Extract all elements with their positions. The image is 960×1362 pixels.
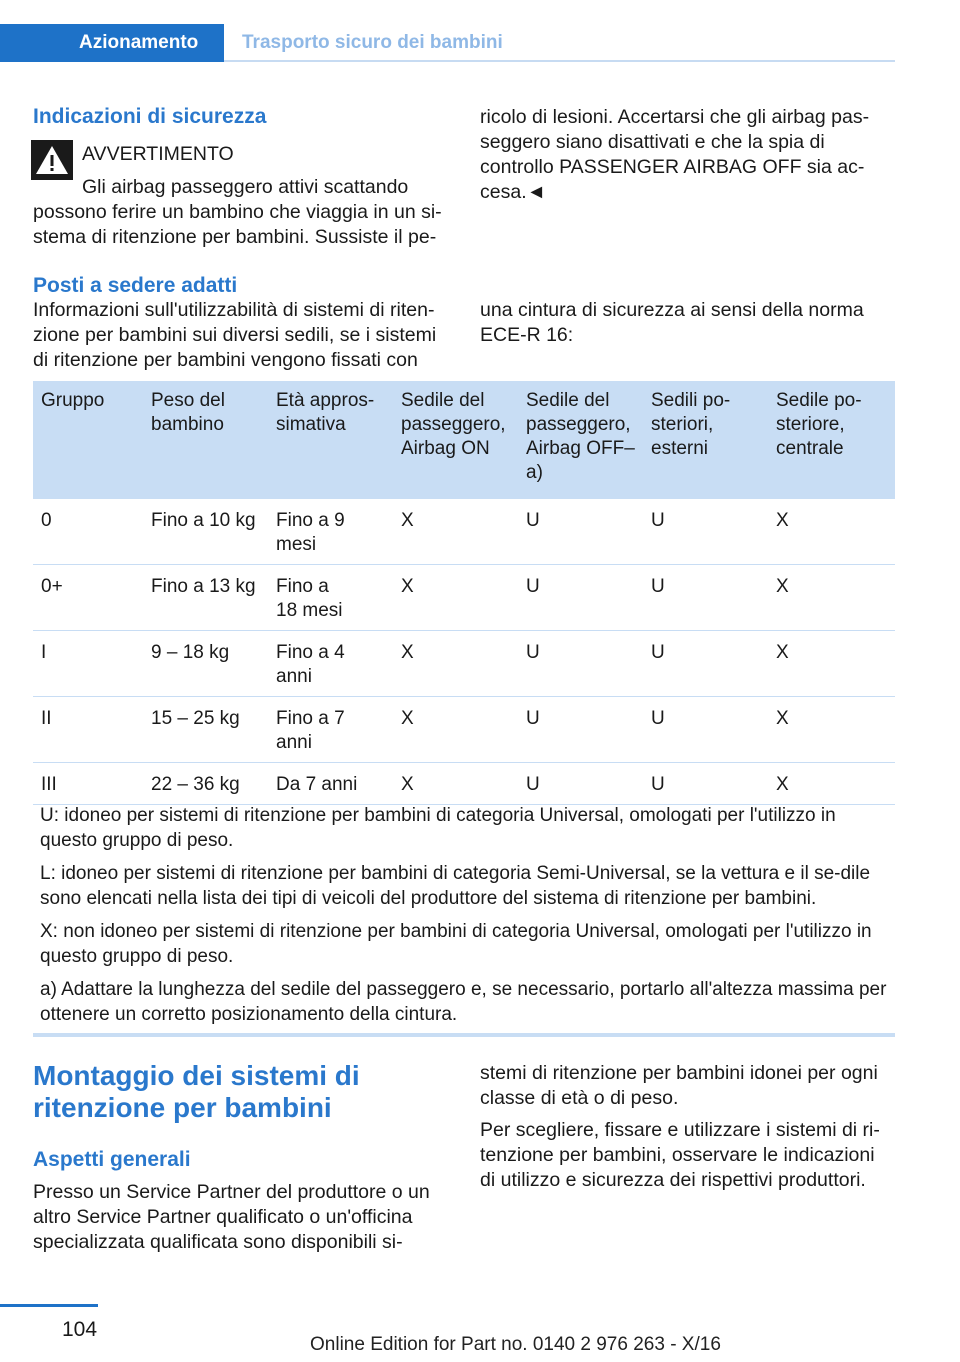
table-cell: X xyxy=(393,697,518,763)
tab-azionamento[interactable]: Azionamento xyxy=(0,24,224,62)
table-cell: III xyxy=(33,763,143,805)
table-cell: II xyxy=(33,697,143,763)
header-airbag-on: Sedile del passeggero, Airbag ON xyxy=(393,381,518,499)
note-u: U: idoneo per sistemi di ritenzione per bambini di categoria Universal, omologati per l'utilizzo in questo gruppo di peso. xyxy=(40,805,836,851)
mounting-subheading: Aspetti generali xyxy=(33,1148,191,1171)
footer-accent-line xyxy=(0,1304,98,1307)
table-cell: Fino a 4 anni xyxy=(268,631,393,697)
table-row xyxy=(33,631,895,697)
header-gruppo: Gruppo xyxy=(33,381,143,499)
note-x: X: non idoneo per sistemi di ritenzione per bambini di categoria Universal, omologati per l'utilizzo in questo gruppo di peso. xyxy=(40,921,872,967)
header-airbag-off: Sedile del passeggero, Airbag OFF– a) xyxy=(518,381,643,499)
table-cell: X xyxy=(393,565,518,631)
note-l: L: idoneo per sistemi di ritenzione per bambini di categoria Semi-Universal, se la vettura e il se-dile sono elencati nella lista dei tipi di veicoli del produttore del sistema di ritenzione per bambini. xyxy=(40,863,871,909)
seat-suitability-table xyxy=(33,381,895,805)
page-number: 104 xyxy=(62,1318,98,1341)
table-cell: X xyxy=(393,631,518,697)
table-cell: 9 – 18 kg xyxy=(143,631,268,697)
safety-text-left: Gli airbag passeggero attivi scattando possono ferire un bambino che viaggia in un si-stema di ritenzione per bambini. Sussiste il pe- xyxy=(33,176,442,248)
table-cell: U xyxy=(643,763,768,805)
table-cell: X xyxy=(393,499,518,565)
table-cell: X xyxy=(768,631,895,697)
header-posteriore-centrale: Sedile po-steriore, centrale xyxy=(768,381,895,499)
table-cell: X xyxy=(768,499,895,565)
table-header-row xyxy=(33,381,895,499)
mounting-text-right-1: stemi di ritenzione per bambini idonei per ogni classe di età o di peso. xyxy=(480,1062,878,1109)
table-cell: U xyxy=(643,631,768,697)
seats-text-right: una cintura di sicurezza ai sensi della norma ECE-R 16: xyxy=(480,299,864,346)
header-posteriori-esterni: Sedili po-steriori, esterni xyxy=(643,381,768,499)
mounting-text-left: Presso un Service Partner del produttore o un altro Service Partner qualificato o un'officina specializzata qualificata sono disponibili si- xyxy=(33,1181,430,1253)
table-notes xyxy=(33,803,895,1035)
table-cell: Fino a 7 anni xyxy=(268,697,393,763)
table-cell: Fino a 18 mesi xyxy=(268,565,393,631)
table-cell: U xyxy=(518,565,643,631)
warning-triangle-icon xyxy=(31,140,73,180)
table-cell: I xyxy=(33,631,143,697)
table-cell: X xyxy=(768,763,895,805)
mounting-title: Montaggio dei sistemi di ritenzione per bambini xyxy=(33,1060,360,1123)
seats-heading: Posti a sedere adatti xyxy=(33,274,238,297)
table-cell: U xyxy=(518,697,643,763)
table-cell: U xyxy=(518,499,643,565)
note-a: a) Adattare la lunghezza del sedile del passeggero e, se necessario, portarlo all'altezza massima per ottenere un corretto posizionamento della cintura. xyxy=(40,979,887,1025)
table-cell: Fino a 13 kg xyxy=(143,565,268,631)
table-bottom-rule xyxy=(33,1033,895,1037)
table-cell: U xyxy=(518,631,643,697)
table-cell: U xyxy=(643,499,768,565)
table-row xyxy=(33,565,895,631)
mounting-text-right-2: Per scegliere, fissare e utilizzare i sistemi di ri-tenzione per bambini, osservare le indicazioni di utilizzo e sicurezza dei rispettivi produttori. xyxy=(480,1119,880,1191)
table-cell: 22 – 36 kg xyxy=(143,763,268,805)
tab-trasporto-sicuro[interactable]: Trasporto sicuro dei bambini xyxy=(242,32,503,53)
edition-text: Online Edition for Part no. 0140 2 976 263 - X/16 xyxy=(310,1334,721,1355)
table-cell: 0 xyxy=(33,499,143,565)
table-cell: U xyxy=(643,565,768,631)
seats-text-left: Informazioni sull'utilizzabilità di sistemi di riten-zione per bambini sui diversi sedili, se i sistemi di ritenzione per bambini vengono fissati con xyxy=(33,299,437,371)
header-eta: Età appros-simativa xyxy=(268,381,393,499)
chapter-header xyxy=(0,24,895,62)
table-cell: U xyxy=(643,697,768,763)
table-cell: X xyxy=(393,763,518,805)
table-cell: 15 – 25 kg xyxy=(143,697,268,763)
table-cell: Da 7 anni xyxy=(268,763,393,805)
table-row xyxy=(33,697,895,763)
table-cell: Fino a 10 kg xyxy=(143,499,268,565)
table-cell: U xyxy=(518,763,643,805)
safety-text-right: ricolo di lesioni. Accertarsi che gli airbag pas-seggero siano disattivati e che la spia di controllo PASSENGER AIRBAG OFF sia ac-cesa.◄ xyxy=(480,106,870,203)
warning-title: AVVERTIMENTO xyxy=(82,143,234,165)
safety-heading: Indicazioni di sicurezza xyxy=(33,105,267,128)
table-cell: X xyxy=(768,697,895,763)
table-cell: Fino a 9 mesi xyxy=(268,499,393,565)
table-row xyxy=(33,499,895,565)
table-row xyxy=(33,763,895,805)
table-cell: 0+ xyxy=(33,565,143,631)
table-cell: X xyxy=(768,565,895,631)
header-peso: Peso del bambino xyxy=(143,381,268,499)
